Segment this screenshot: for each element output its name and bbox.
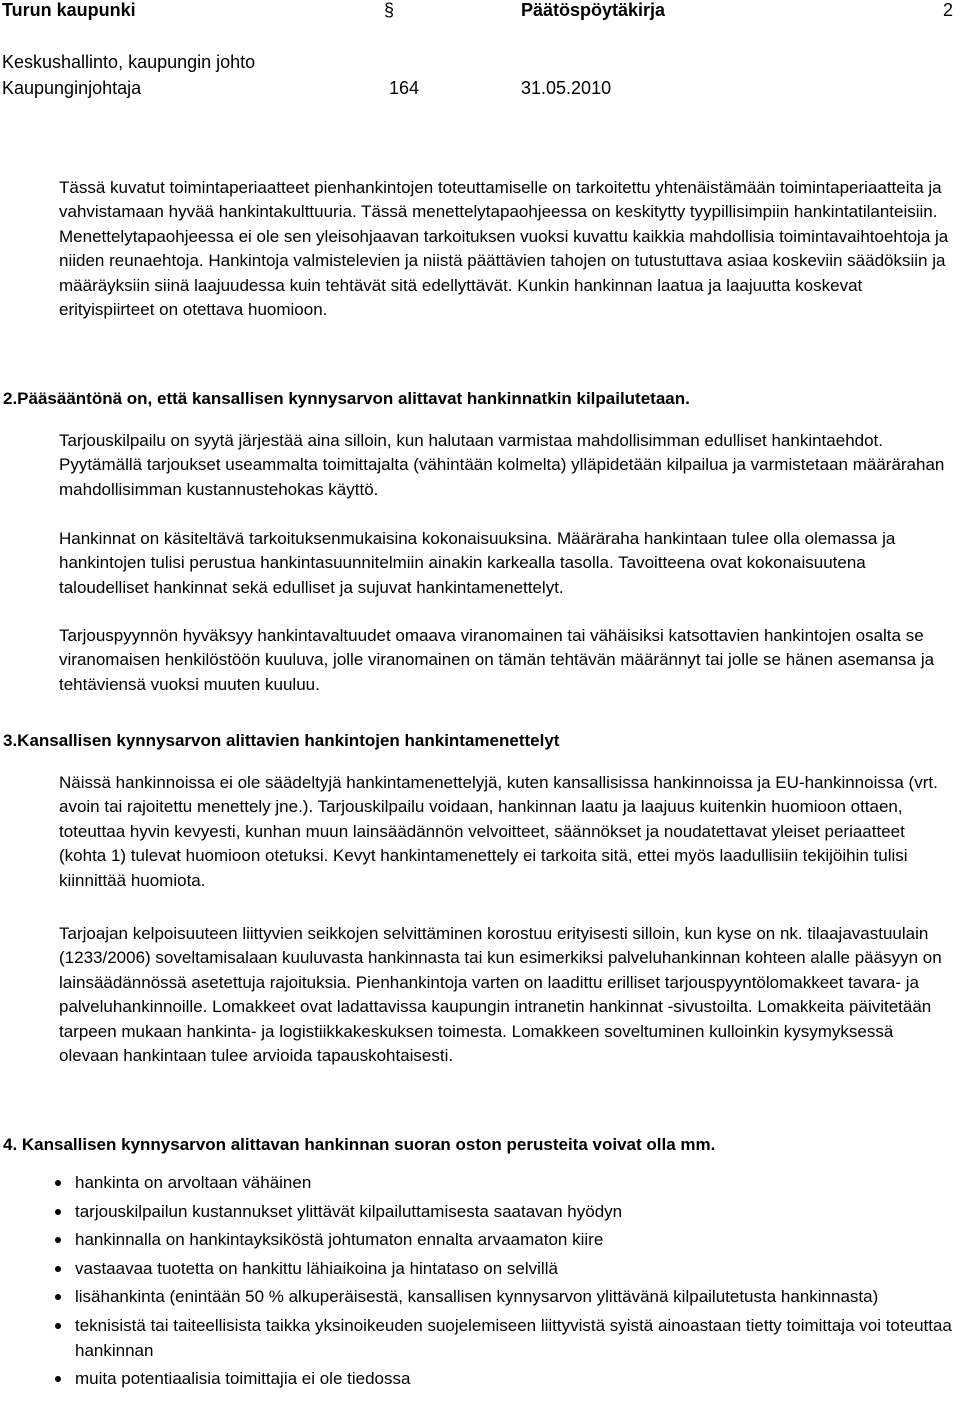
header-section-number: 164 xyxy=(389,78,420,98)
header-office: Kaupunginjohtaja xyxy=(2,78,142,98)
section-3-paragraph-1: Näissä hankinnoissa ei ole säädeltyjä hankintamenettelyjä, kuten kansallisissa hankinnoissa ja EU-hankinnoissa (vrt. avoin tai rajoitettu menettely jne.). Tarjouskilpailu voidaan, hankinnan laatu ja laajuus kuitenkin huomioon ottaen, toteuttaa hyvin kevyesti, kunhan muun lainsäädännön velvoitteet, säännökset ja noudatettavat yleiset periaatteet (kohta 1) tulevat huomioon otetuksi. Kevyt hankintamenettely ei tarkoita sitä, ettei myös laadullisiin tekijöihin tulisi kiinnittää huomiota. xyxy=(59,773,938,890)
header-city: Turun kaupunki xyxy=(2,0,136,20)
section-4-heading: 4. Kansallisen kynnysarvon alittavan hankinnan suoran oston perusteita voivat olla mm. xyxy=(3,1135,716,1154)
header-doc-type: Päätöspöytäkirja xyxy=(521,0,666,20)
section-symbol: § xyxy=(384,0,395,20)
bullet-icon xyxy=(55,1323,61,1329)
bullet-icon xyxy=(55,1266,61,1272)
section-3-paragraph-2: Tarjoajan kelpoisuuteen liittyvien seikkojen selvittäminen korostuu erityisesti silloin, kun kyse on nk. tilaajavastuulain (1233/2006) soveltamisalaan kuuluvasta hankinnasta tai kun esimerkiksi palveluhankinnan kohteen alalle pääsyyn on lainsäädännössä asetettuja rajoituksia. Pienhankintoja varten on laadittu erilliset tarjouspyyntölomakkeet tavara- ja palveluhankinnoille. Lomakkeet ovat ladattavissa kaupungin intranetin hankinnat -sivustoilta. Lomakkeita päivitetään tarpeen mukaan hankinta- ja logistiikkakeskuksen toimesta. Lomakkeen soveltuminen kulloinkin kysymyksessä olevaan hankintaan tulee arvioida tapauskohtaisesti. xyxy=(59,924,942,1066)
header-department: Keskushallinto, kaupungin johto xyxy=(2,52,256,72)
section-3-heading: 3.Kansallisen kynnysarvon alittavien hankintojen hankintamenettelyt xyxy=(3,731,560,750)
list-item: teknisistä tai taiteellisista taikka yksinoikeuden suojelemiseen liittyvistä syistä ainoastaan tietty toimittaja voi toteuttaa hankinnan xyxy=(0,1313,955,1363)
section-2-paragraph-1: Tarjouskilpailu on syytä järjestää aina silloin, kun halutaan varmistaa mahdollisimman edulliset hankintaehdot. Pyytämällä tarjoukset useammalta toimittajalta (vähintään kolmelta) ylläpidetään kilpailua ja varmistetaan määrärahan mahdollisimman kustannustehokas käyttö. xyxy=(59,431,945,499)
section-2-paragraph-2: Hankinnat on käsiteltävä tarkoituksenmukaisina kokonaisuuksina. Määräraha hankintaan tulee olla olemassa ja hankintojen tulisi perustua hankintasuunnitelmiin ainakin karkealla tasolla. Tavoitteena ovat kokonaisuutena taloudelliset hankinnat sekä edulliset ja sujuvat hankintamenettelyt. xyxy=(59,529,896,597)
bullet-icon xyxy=(55,1376,61,1382)
section-4-bullet-list xyxy=(0,1170,955,1395)
bullet-icon xyxy=(55,1180,61,1186)
list-item: hankinta on arvoltaan vähäinen xyxy=(0,1170,955,1195)
bullet-icon xyxy=(55,1294,61,1300)
intro-paragraph: Tässä kuvatut toimintaperiaatteet pienhankintojen toteuttamiselle on tarkoitettu yhtenäistämään toimintaperiaatteita ja vahvistamaan hyvää hankintakulttuuria. Tässä menettelytapaohjeessa on keskitytty tyypillisimpiin hankintatilanteisiin. Menettelytapaohjeessa ei ole sen yleisohjaavan tarkoituksen vuoksi kuvattu kaikkia mahdollisia toimintavaihtoehtoja ja niiden reunaehtoja. Hankintoja valmistelevien ja niistä päättävien tahojen on tutustuttava asiaa koskeviin säädöksiin ja määräyksiin siinä laajuudessa kuin tehtävät sitä edellyttävät. Kunkin hankinnan laatua ja laajuutta koskevat erityispiirteet on otettava huomioon. xyxy=(59,178,949,320)
section-2-paragraph-3: Tarjouspyynnön hyväksyy hankintavaltuudet omaava viranomainen tai vähäisiksi katsottavien hankintojen osalta se viranomaisen henkilöstöön kuuluva, jolle viranomainen on tämän tehtävän määrännyt tai jolle se hänen asemansa ja tehtäviensä vuoksi muuten kuuluu. xyxy=(59,626,935,694)
list-item: tarjouskilpailun kustannukset ylittävät kilpailuttamisesta saatavan hyödyn xyxy=(0,1199,955,1224)
bullet-icon xyxy=(55,1209,61,1215)
bullet-icon xyxy=(55,1237,61,1243)
list-item: hankinnalla on hankintayksiköstä johtumaton ennalta arvaamaton kiire xyxy=(0,1227,955,1252)
list-item: vastaavaa tuotetta on hankittu lähiaikoina ja hintataso on selvillä xyxy=(0,1256,955,1281)
header-date: 31.05.2010 xyxy=(521,78,612,98)
header-page-number: 2 xyxy=(943,0,954,20)
section-2-heading: 2.Pääsääntönä on, että kansallisen kynnysarvon alittavat hankinnatkin kilpailutetaan. xyxy=(3,389,690,408)
list-item: muita potentiaalisia toimittajia ei ole tiedossa xyxy=(0,1366,955,1391)
list-item: lisähankinta (enintään 50 % alkuperäisestä, kansallisen kynnysarvon ylittävänä kilpailutetusta hankinnasta) xyxy=(0,1284,955,1309)
